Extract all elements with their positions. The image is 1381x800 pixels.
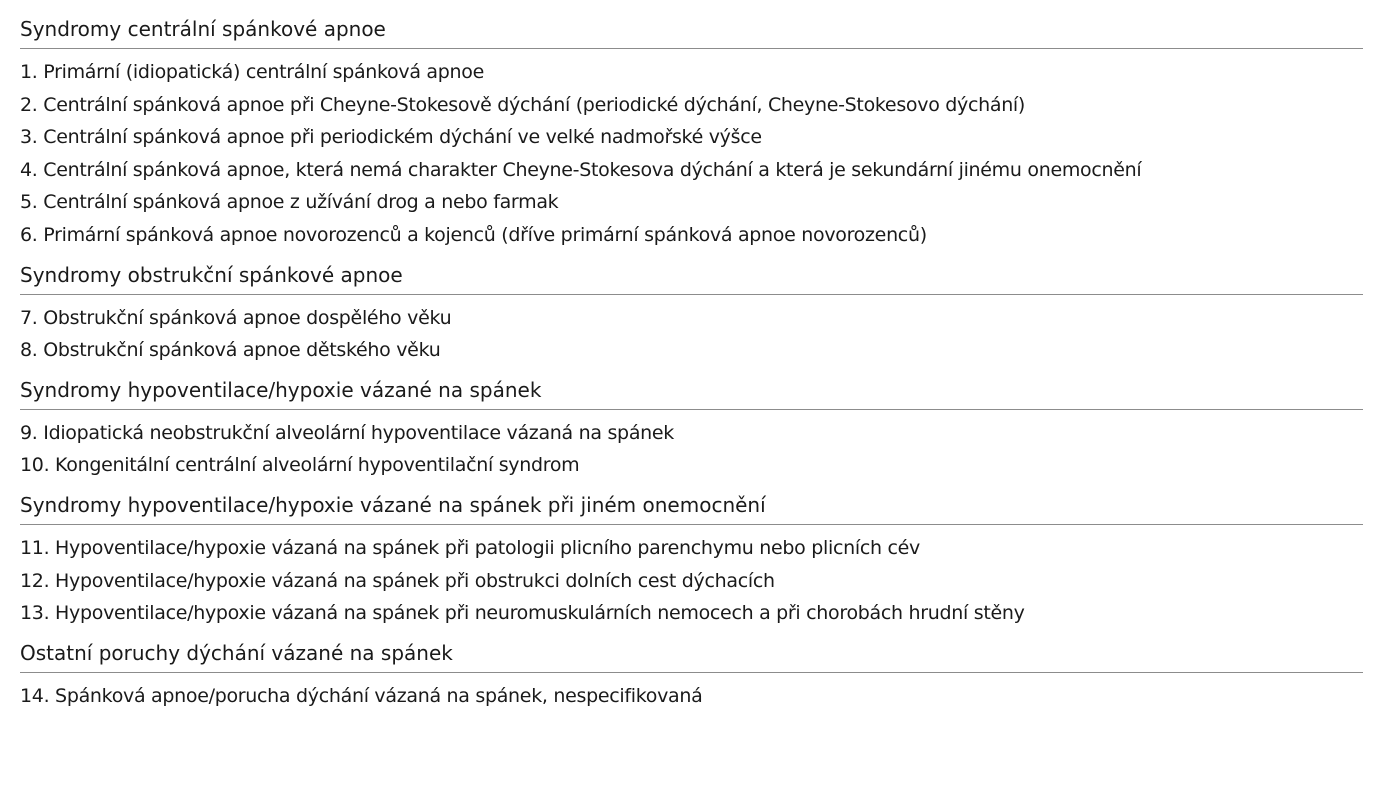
list-item: 10. Kongenitální centrální alveolární hypoventilační syndrom: [20, 454, 580, 477]
list-item: 1. Primární (idiopatická) centrální spánková apnoe: [20, 61, 484, 83]
item-list: [20, 525, 1363, 630]
section-heading: Syndromy hypoventilace/hypoxie vázané na spánek při jiném onemocnění: [20, 491, 1363, 525]
item-list: [20, 410, 1363, 482]
list-item: 8. Obstrukční spánková apnoe dětského věku: [20, 339, 441, 362]
list-item: 6. Primární spánková apnoe novorozenců a kojenců (dříve primární spánková apnoe novorozenců): [20, 223, 927, 246]
item-list: [20, 49, 1363, 252]
section-heading: Ostatní poruchy dýchání vázané na spánek: [20, 639, 1363, 673]
section-heading: Syndromy centrální spánkové apnoe: [20, 15, 1363, 49]
section-central-sleep-apnea: [20, 15, 1363, 252]
item-list: [20, 673, 1363, 713]
list-item: 13. Hypoventilace/hypoxie vázaná na spánek při neuromuskulárních nemocech a při chorobách hrudní stěny: [20, 602, 1025, 625]
section-other-breathing-disorders: [20, 639, 1363, 713]
list-item: 9. Idiopatická neobstrukční alveolární hypoventilace vázaná na spánek: [20, 421, 674, 444]
list-item: 12. Hypoventilace/hypoxie vázaná na spánek při obstrukci dolních cest dýchacích: [20, 569, 775, 592]
section-heading: Syndromy obstrukční spánkové apnoe: [20, 261, 1363, 295]
list-item: 5. Centrální spánková apnoe z užívání drog a nebo farmak: [20, 191, 559, 214]
section-heading: Syndromy hypoventilace/hypoxie vázané na spánek: [20, 376, 1363, 410]
list-item: 11. Hypoventilace/hypoxie vázaná na spánek při patologii plicního parenchymu nebo plicních cév: [20, 536, 920, 559]
section-sleep-hypoventilation: [20, 376, 1363, 482]
list-item: 7. Obstrukční spánková apnoe dospělého věku: [20, 306, 452, 329]
list-item: 2. Centrální spánková apnoe při Cheyne-Stokesově dýchání (periodické dýchání, Cheyne-Stokesovo dýchání): [20, 93, 1026, 116]
list-item: 14. Spánková apnoe/porucha dýchání vázaná na spánek, nespecifikovaná: [20, 684, 703, 707]
list-item: 3. Centrální spánková apnoe při periodickém dýchání ve velké nadmořské výšce: [20, 126, 762, 149]
list-item: 4. Centrální spánková apnoe, která nemá charakter Cheyne-Stokesova dýchání a která je sekundární jinému onemocnění: [20, 158, 1142, 181]
section-obstructive-sleep-apnea: [20, 261, 1363, 367]
item-list: [20, 295, 1363, 367]
section-hypoventilation-other-disease: [20, 491, 1363, 630]
